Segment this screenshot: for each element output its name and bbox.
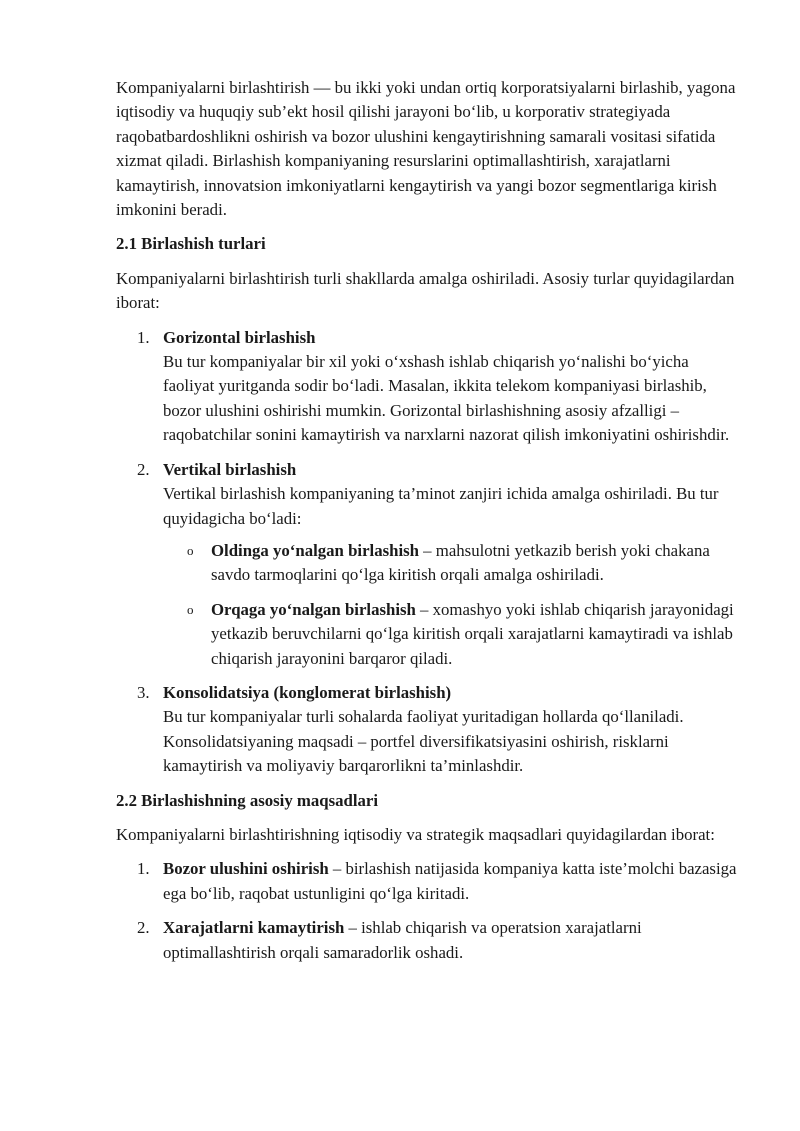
list-number: 2. <box>137 459 150 479</box>
list-number: 1. <box>137 859 150 879</box>
list-item-title: Gorizontal birlashish <box>163 327 316 347</box>
list-item-market-share <box>116 857 753 906</box>
vertical-subtypes-list <box>163 539 738 671</box>
list-item-text: – birlashish natijasida kompaniya katta iste’molchi bazasiga ega bo‘lib, raqobat ustunligini qo‘lga kiritadi. <box>163 859 737 903</box>
merger-goals-list <box>116 857 748 965</box>
sublist-item-backward <box>163 598 738 671</box>
merger-types-list <box>116 326 748 779</box>
list-item-title: Xarajatlarni kamaytirish <box>163 918 345 938</box>
document-page <box>116 76 748 975</box>
list-number: 3. <box>137 682 150 702</box>
list-item-title: Vertikal birlashish <box>163 459 297 479</box>
list-item-conglomerate <box>116 681 738 779</box>
intro-paragraph: Kompaniyalarni birlashtirish — bu ikki yoki undan ortiq korporatsiyalarni birlashib, yagona iqtisodiy va huquqiy sub’ekt hosil qilishi jarayoni bo‘lib, u korporativ strategiyada raqobatbardoshlikni oshirish va bozor ulushini kengaytirishning samarali vositasi sifatida xizmat qiladi. Birlashish kompaniyaning resurslarini optimallashtirish, xarajatlarni kamaytirish, innovatsion imkoniyatlarni kengaytirish va yangi bozor segmentlariga kirish imkonini beradi. <box>116 78 736 220</box>
sublist-item-forward <box>163 539 738 588</box>
list-item-cost-reduction <box>116 916 753 965</box>
section-heading-birlashish-turlari: 2.1 Birlashish turlari <box>116 234 266 254</box>
list-item-text: Bu tur kompaniyalar bir xil yoki o‘xshash ishlab chiqarish yo‘nalishi bo‘yicha faoliyat yuritganda sodir bo‘ladi. Masalan, ikkita telekom kompaniyasi birlashib, bozor ulushini oshirishi mumkin. Gorizontal birlashishning asosiy afzalligi – raqobatchilar sonini kamaytirish va narxlarni nazorat qilish imkoniyatini oshirishdir. <box>163 352 730 445</box>
section1-intro: Kompaniyalarni birlashtirish turli shakllarda amalga oshiriladi. Asosiy turlar quyidagilardan iborat: <box>116 268 735 313</box>
list-item-title: Bozor ulushini oshirish <box>163 859 329 879</box>
circle-bullet-icon: o <box>187 601 194 617</box>
list-number: 1. <box>137 327 150 347</box>
circle-bullet-icon: o <box>187 542 194 558</box>
sublist-item-text: – xomashyo yoki ishlab chiqarish jarayonidagi yetkazib beruvchilarni qo‘lga kiritish orqali xarajatlarni kamaytiradi va ishlab chiqarish jarayonini barqaror qiladi. <box>211 599 734 668</box>
list-item-horizontal <box>116 326 738 448</box>
list-item-text: Bu tur kompaniyalar turli sohalarda faoliyat yuritadigan hollarda qo‘llaniladi. Konsolidatsiyaning maqsadi – portfel diversifikatsiyasini oshirish, risklarni kamaytirish va moliyaviy barqarorlikni ta’minlashdir. <box>163 707 684 776</box>
sublist-item-text: – mahsulotni yetkazib berish yoki chakana savdo tarmoqlarini qo‘lga kiritish orqali amalga oshiriladi. <box>211 540 710 585</box>
sublist-item-title: Orqaga yo‘nalgan birlashish <box>211 599 416 619</box>
list-item-vertical <box>116 458 738 671</box>
section-heading-asosiy-maqsadlar: 2.2 Birlashishning asosiy maqsadlari <box>116 790 379 810</box>
section2-intro: Kompaniyalarni birlashtirishning iqtisodiy va strategik maqsadlari quyidagilardan iborat: <box>116 824 715 844</box>
sublist-item-title: Oldinga yo‘nalgan birlashish <box>211 540 419 560</box>
list-number: 2. <box>137 918 150 938</box>
list-item-title: Konsolidatsiya (konglomerat birlashish) <box>163 682 452 702</box>
list-item-text: Vertikal birlashish kompaniyaning ta’minot zanjiri ichida amalga oshiriladi. Bu tur quyidagicha bo‘ladi: <box>163 484 719 528</box>
list-item-text: – ishlab chiqarish va operatsion xarajatlarni optimallashtirish orqali samaradorlik oshadi. <box>163 918 642 962</box>
